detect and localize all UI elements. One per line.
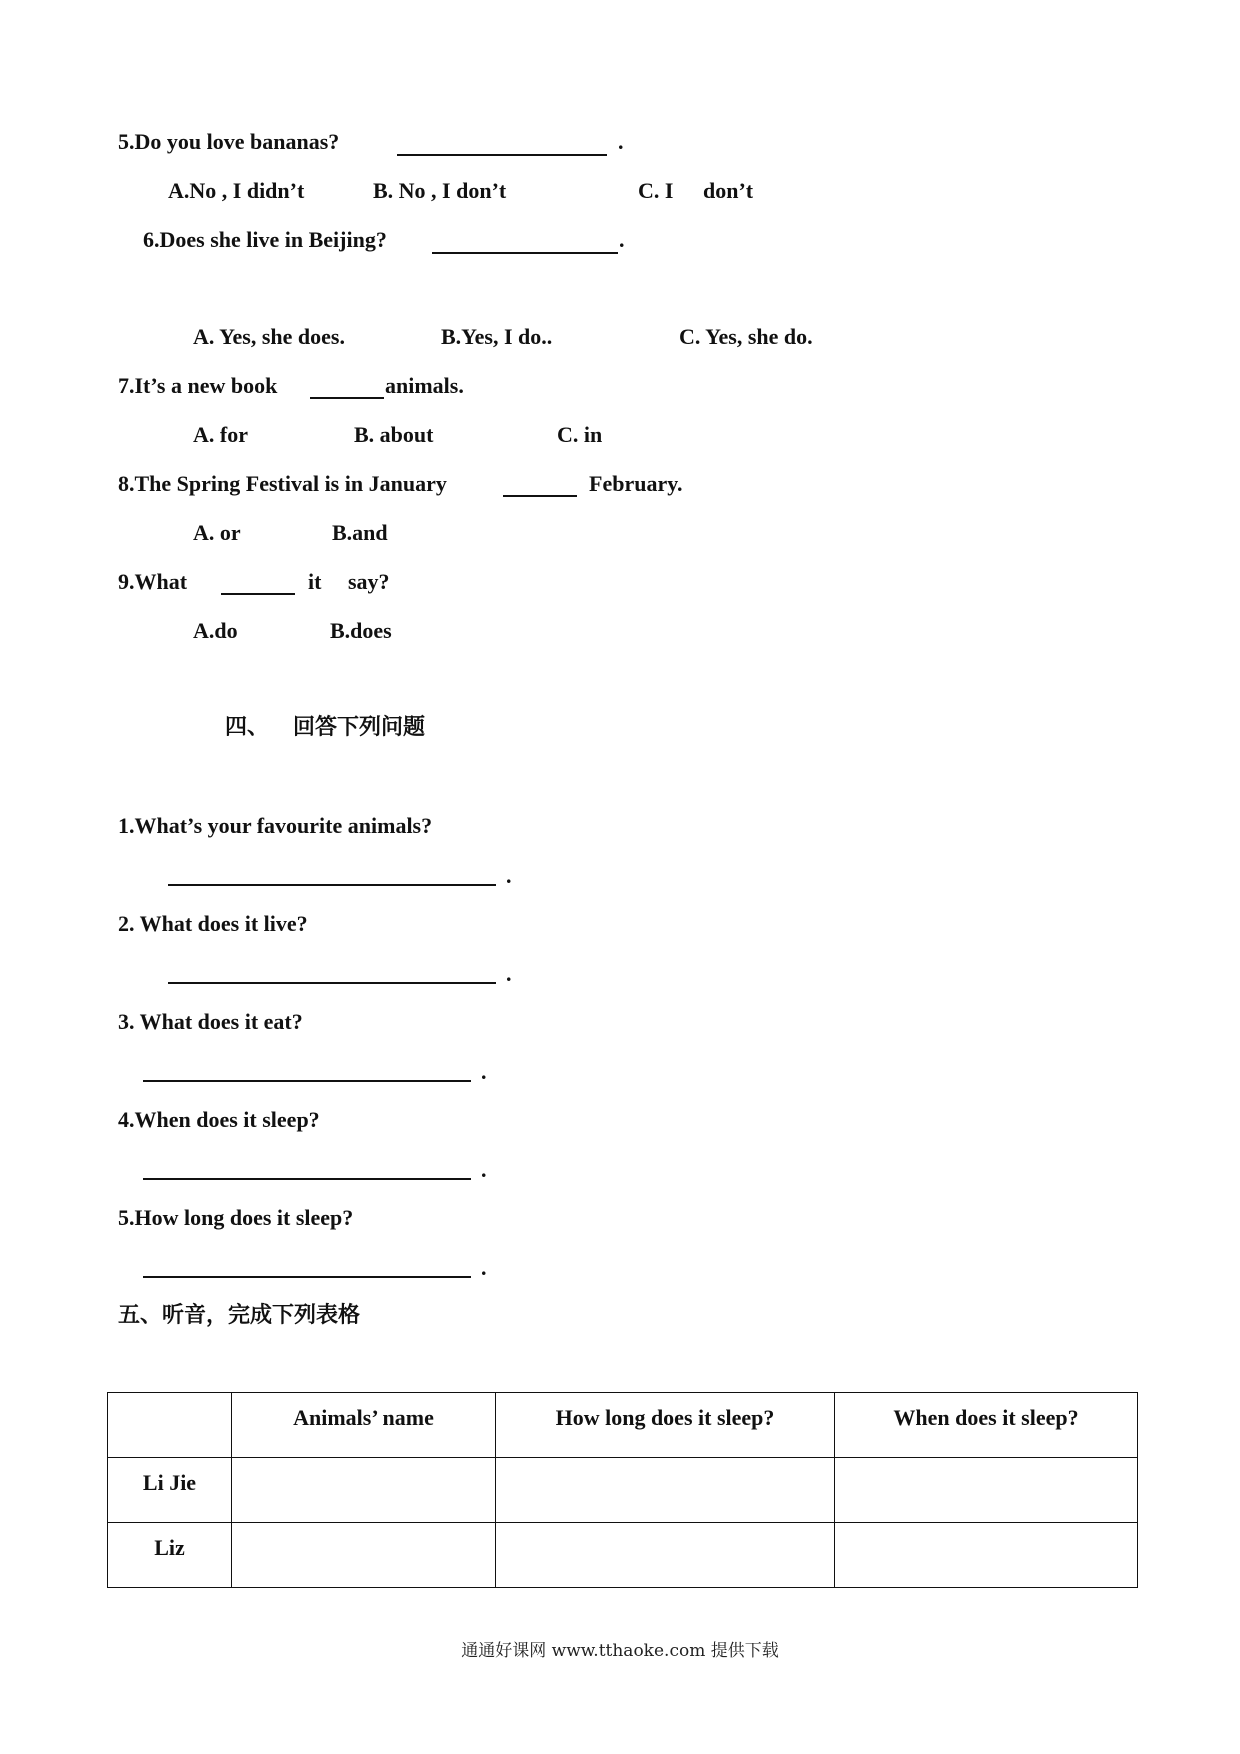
header-animals-name: Animals’ name <box>232 1393 496 1458</box>
s4-question-5: 5.How long does it sleep? <box>118 1205 354 1230</box>
table-header-row <box>108 1393 1138 1458</box>
cell-li-jie-when[interactable] <box>835 1458 1138 1523</box>
cell-liz-when[interactable] <box>835 1523 1138 1588</box>
section4-number: 四、 <box>225 715 270 740</box>
s4-period-1: . <box>506 863 512 888</box>
table-row <box>108 1523 1138 1588</box>
q9-stem: 9.What <box>118 569 188 594</box>
header-how-long: How long does it sleep? <box>496 1393 835 1458</box>
q6-period: . <box>619 227 625 252</box>
q8-option-a: A. or <box>193 520 241 545</box>
row-label-li-jie: Li Jie <box>108 1458 232 1523</box>
q6-answer-blank[interactable] <box>432 252 618 254</box>
q9-option-b: B.does <box>330 618 392 643</box>
q7-stem-tail: animals. <box>385 373 464 398</box>
cell-liz-animal[interactable] <box>232 1523 496 1588</box>
q9-stem-mid: it <box>308 569 322 594</box>
q6-option-a: A. Yes, she does. <box>193 324 345 349</box>
q8-stem: 8.The Spring Festival is in January <box>118 471 447 496</box>
q8-stem-tail: February. <box>589 471 683 496</box>
cell-liz-how-long[interactable] <box>496 1523 835 1588</box>
s4-question-2: 2. What does it live? <box>118 911 308 936</box>
q9-option-a: A.do <box>193 618 238 643</box>
s4-answer-blank-5[interactable] <box>143 1276 471 1278</box>
q7-option-b: B. about <box>354 422 434 447</box>
q8-option-b: B.and <box>332 520 388 545</box>
q8-answer-blank[interactable] <box>503 495 577 497</box>
section5-title: 五、听音，完成下列表格 <box>118 1303 361 1328</box>
listening-table <box>107 1392 1138 1588</box>
q7-stem: 7.It’s a new book <box>118 373 278 398</box>
table-row <box>108 1458 1138 1523</box>
header-when: When does it sleep? <box>835 1393 1138 1458</box>
q6-stem: 6.Does she live in Beijing? <box>143 227 387 252</box>
s4-question-3: 3. What does it eat? <box>118 1009 303 1034</box>
q5-option-a: A.No , I didn’t <box>168 178 305 203</box>
footer-source: 通通好课网 www.tthaoke.com 提供下载 <box>461 1641 779 1661</box>
s4-answer-blank-1[interactable] <box>168 884 496 886</box>
q5-option-c-tail: don’t <box>703 178 754 203</box>
q7-answer-blank[interactable] <box>310 397 384 399</box>
q6-option-b: B.Yes, I do.. <box>441 324 553 349</box>
s4-period-5: . <box>481 1255 487 1280</box>
q9-stem-tail: say? <box>348 569 390 594</box>
q9-answer-blank[interactable] <box>221 593 295 595</box>
q5-period: . <box>618 129 624 154</box>
q5-option-c: C. I <box>638 178 674 203</box>
q6-option-c: C. Yes, she do. <box>679 324 813 349</box>
s4-question-4: 4.When does it sleep? <box>118 1107 320 1132</box>
q5-option-b: B. No , I don’t <box>373 178 507 203</box>
s4-answer-blank-3[interactable] <box>143 1080 471 1082</box>
s4-answer-blank-4[interactable] <box>143 1178 471 1180</box>
s4-period-4: . <box>481 1157 487 1182</box>
cell-li-jie-how-long[interactable] <box>496 1458 835 1523</box>
header-blank-cell <box>108 1393 232 1458</box>
s4-question-1: 1.What’s your favourite animals? <box>118 813 433 838</box>
q5-answer-blank[interactable] <box>397 154 607 156</box>
s4-period-2: . <box>506 961 512 986</box>
q7-option-c: C. in <box>557 422 603 447</box>
cell-li-jie-animal[interactable] <box>232 1458 496 1523</box>
section4-title: 回答下列问题 <box>293 715 426 740</box>
q7-option-a: A. for <box>193 422 248 447</box>
q5-stem: 5.Do you love bananas? <box>118 129 340 154</box>
row-label-liz: Liz <box>108 1523 232 1588</box>
s4-answer-blank-2[interactable] <box>168 982 496 984</box>
s4-period-3: . <box>481 1059 487 1084</box>
